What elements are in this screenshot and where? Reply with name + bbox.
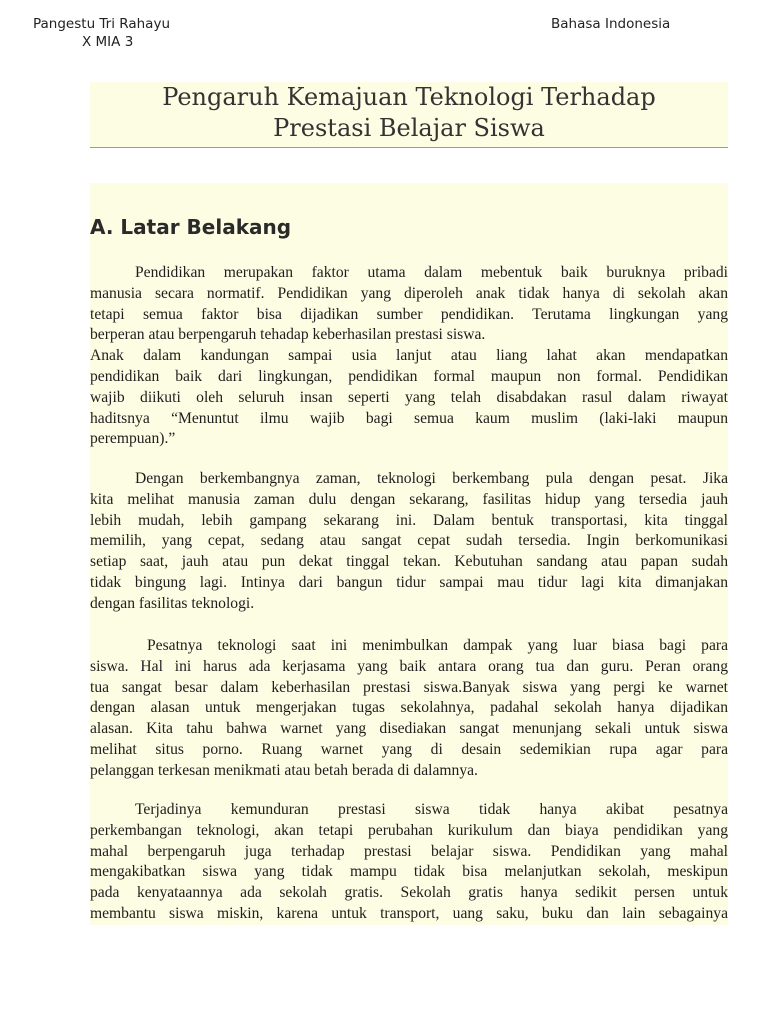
text-line: memilih, yang cepat, sedang atau sangat cepat sudah tersedia. Ingin berkomunikasi [90, 532, 728, 550]
text-line: dengan alasan untuk mengerjakan tugas sekolahnya, padahal sekolah hanya dijadikan [90, 699, 728, 717]
class-label: X MIA 3 [82, 34, 134, 50]
document-title-line-2: Prestasi Belajar Siswa [273, 114, 545, 142]
author-name: Pangestu Tri Rahayu [33, 16, 170, 32]
text-line: pelanggan terkesan menikmati atau betah berada di dalamnya. [90, 761, 478, 779]
document-title-line-1: Pengaruh Kemajuan Teknologi Terhadap [162, 83, 656, 111]
text-line: Anak dalam kandungan sampai usia lanjut atau liang lahat akan mendapatkan [90, 347, 728, 365]
text-line: melihat situs porno. Ruang warnet yang di desain sedemikian rupa agar para [90, 740, 728, 758]
text-line: tidak bingung lagi. Intinya dari bangun tidur sampai mau tidur lagi kita dimanjakan [90, 573, 728, 591]
text-line: siswa. Hal ini harus ada kerjasama yang baik antara orang tua dan guru. Peran orang [90, 657, 728, 675]
text-line: Terjadinya kemunduran prestasi siswa tidak hanya akibat pesatnya [135, 801, 728, 818]
text-line: lebih mudah, lebih gampang sekarang ini. Dalam bentuk transportasi, kita tinggal [90, 511, 728, 529]
text-line: pendidikan baik dari lingkungan, pendidikan formal maupun non formal. Pendidikan [90, 367, 728, 385]
paragraph-4 [90, 800, 728, 925]
paragraph-2 [90, 469, 728, 615]
paragraph-3 [90, 636, 728, 782]
text-line: kita melihat manusia zaman dulu dengan sekarang, fasilitas hidup yang tersedia jauh [90, 490, 728, 508]
text-line: tetapi semua faktor bisa dijadikan sumber pendidikan. Terutama lingkungan yang [90, 305, 728, 323]
section-heading: A. Latar Belakang [90, 215, 292, 239]
text-line: haditsnya “Menuntut ilmu wajib bagi semua kaum muslim (laki-laki maupun [90, 409, 728, 427]
paragraph-1 [90, 263, 728, 450]
document-body [90, 183, 728, 925]
text-line: dengan fasilitas teknologi. [90, 594, 255, 612]
subject-label: Bahasa Indonesia [551, 16, 671, 32]
text-line: mahal berpengaruh juga terhadap prestasi belajar siswa. Pendidikan yang mahal [90, 842, 728, 860]
document-title-block [90, 82, 728, 148]
text-line: wajib diikuti oleh seluruh insan seperti yang telah disabdakan rasul dalam riwayat [90, 388, 728, 406]
text-line: Pendidikan merupakan faktor utama dalam mebentuk baik buruknya pribadi [135, 264, 728, 281]
text-line: perempuan).” [90, 430, 176, 448]
text-line: setiap saat, jauh atau pun dekat tinggal tekan. Kebutuhan sandang atau papan sudah [90, 553, 728, 571]
text-line: perkembangan teknologi, akan tetapi perubahan kurikulum dan biaya pendidikan yang [90, 821, 728, 839]
text-line: berperan atau berpengaruh tehadap keberhasilan prestasi siswa. [90, 326, 486, 344]
text-line: pada kenyataannya ada sekolah gratis. Sekolah gratis hanya sedikit persen untuk [90, 884, 728, 902]
text-line: Dengan berkembangnya zaman, teknologi berkembang pula dengan pesat. Jika [135, 470, 728, 487]
text-line: mengakibatkan siswa yang tidak mampu tidak bisa melanjutkan sekolah, meskipun [90, 863, 728, 881]
text-line: Pesatnya teknologi saat ini menimbulkan dampak yang luar biasa bagi para [147, 637, 728, 654]
text-line: tua sangat besar dalam keberhasilan prestasi siswa.Banyak siswa yang pergi ke warnet [90, 678, 728, 696]
text-line: manusia secara normatif. Pendidikan yang diperoleh anak tidak hanya di sekolah akan [90, 284, 728, 302]
text-line: alasan. Kita tahu bahwa warnet yang disediakan sangat menunjang sekali untuk siswa [90, 720, 728, 738]
text-line: membantu siswa miskin, karena untuk transport, uang saku, buku dan lain sebagainya [90, 904, 728, 922]
